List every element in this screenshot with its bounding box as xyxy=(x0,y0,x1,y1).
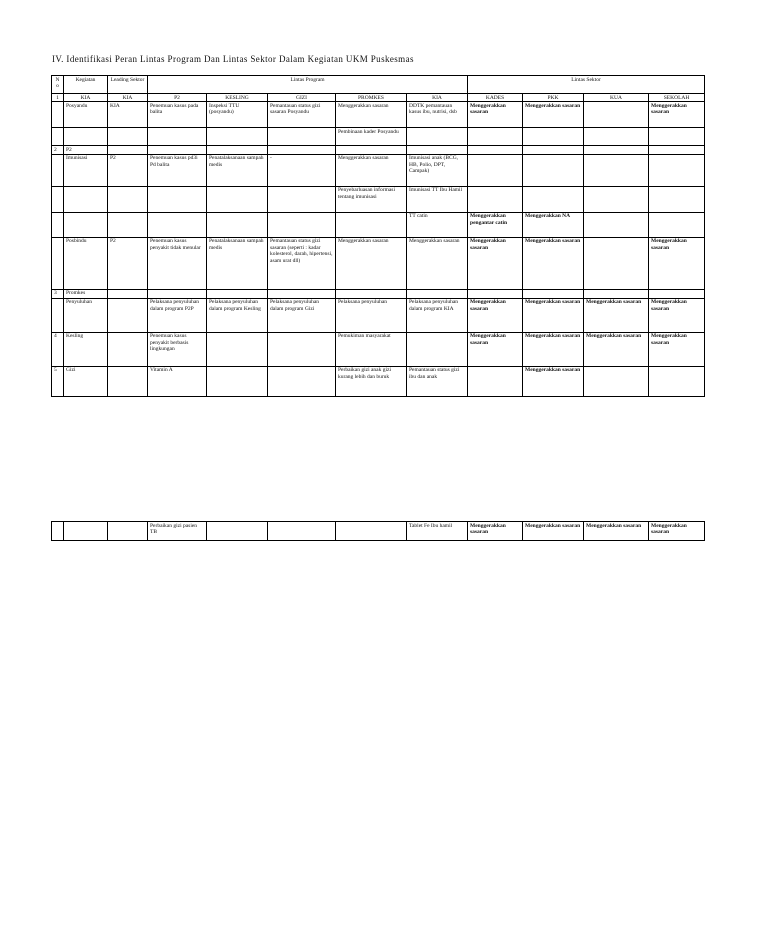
table-cell xyxy=(207,128,268,146)
table-cell xyxy=(468,289,523,298)
table-cell xyxy=(407,332,468,366)
table-cell xyxy=(268,366,336,396)
table-cell: KIA xyxy=(108,102,148,128)
table-cell xyxy=(584,186,649,212)
subheader-cell: KIA xyxy=(407,94,468,102)
table-cell: Posyandu xyxy=(64,102,108,128)
table-cell xyxy=(148,289,207,298)
table-cell: Promkes xyxy=(64,289,108,298)
table-cell: Pemukiman masyarakat xyxy=(336,332,407,366)
table-cell xyxy=(268,146,336,154)
table-cell: Perbaikan gizi anak gizi kurang lebih dan buruk xyxy=(336,366,407,396)
table-cell: Menggerakkan sasaran xyxy=(336,237,407,289)
table-cell: Menggerakkan sasaran xyxy=(649,332,705,366)
table-cell: Menggerakkan sasaran xyxy=(468,237,523,289)
table-cell: Menggerakkan sasaran xyxy=(407,237,468,289)
table-cell: Menggerakkan NA xyxy=(523,212,584,237)
table-cell xyxy=(207,146,268,154)
table-cell: Menggerakkan sasaran xyxy=(523,298,584,332)
table-cell: Menggerakkan sasaran xyxy=(523,522,584,541)
table-cell xyxy=(584,154,649,186)
subheader-cell: PKK xyxy=(523,94,584,102)
table-cell: Inspeksi TTU (posyandu) xyxy=(207,102,268,128)
subheader-cell: PROMKES xyxy=(336,94,407,102)
lintas-program-sektor-table xyxy=(51,75,705,397)
table-cell: - xyxy=(268,154,336,186)
table-cell xyxy=(468,128,523,146)
subheader-cell: KESLING xyxy=(207,94,268,102)
table-cell xyxy=(336,289,407,298)
table-cell xyxy=(468,154,523,186)
subheader-cell: P2 xyxy=(148,94,207,102)
table-cell: Pelaksana penyuluhan dalam program Kesling xyxy=(207,298,268,332)
table-cell xyxy=(148,146,207,154)
table-cell: Menggerakkan sasaran xyxy=(584,522,649,541)
table-row xyxy=(52,186,705,212)
header-lintas-program: Lintas Program xyxy=(148,76,468,94)
table-row xyxy=(52,298,705,332)
header-leading-sektor: Leading Sektor xyxy=(108,76,148,94)
table-cell xyxy=(52,186,64,212)
table-row xyxy=(52,146,705,154)
table-cell: Menggerakkan sasaran xyxy=(336,154,407,186)
table-cell xyxy=(64,186,108,212)
table-cell: 5 xyxy=(52,366,64,396)
table-cell: Posbindu xyxy=(64,237,108,289)
table-cell: Menggerakkan sasaran xyxy=(649,237,705,289)
table-cell: Menggerakkan sasaran xyxy=(468,332,523,366)
table-cell: TT catin xyxy=(407,212,468,237)
table-cell: Vitamin A xyxy=(148,366,207,396)
table-cell xyxy=(649,186,705,212)
header-row xyxy=(52,76,705,94)
table-cell xyxy=(523,186,584,212)
table-cell xyxy=(649,366,705,396)
table-row xyxy=(52,102,705,128)
table-cell xyxy=(649,212,705,237)
table-cell: 3 xyxy=(52,289,64,298)
table-row xyxy=(52,237,705,289)
table-row xyxy=(52,366,705,396)
table-cell xyxy=(52,154,64,186)
subheader-cell: KIA xyxy=(108,94,148,102)
header-kegiatan: Kegiatan xyxy=(64,76,108,94)
table-cell xyxy=(52,128,64,146)
table-cell: Menggerakkan sasaran xyxy=(649,298,705,332)
table-cell xyxy=(649,289,705,298)
table-cell xyxy=(584,128,649,146)
table-cell xyxy=(649,154,705,186)
table-cell: Pelaksana penyuluhan dalam program Gizi xyxy=(268,298,336,332)
table-cell: Penatalaksanaan sampah medis xyxy=(207,154,268,186)
table-cell: 2 xyxy=(52,146,64,154)
table-cell xyxy=(336,146,407,154)
table-cell xyxy=(584,366,649,396)
table-cell xyxy=(268,332,336,366)
table-row xyxy=(52,154,705,186)
table-cell xyxy=(64,128,108,146)
subheader-cell: SEKOLAH xyxy=(649,94,705,102)
table-cell: Pelaksana penyuluhan dalam program P2P xyxy=(148,298,207,332)
lintas-program-sektor-table-continued xyxy=(51,521,705,541)
table-cell xyxy=(207,186,268,212)
table-cell: Pemantauan status gizi ibu dan anak xyxy=(407,366,468,396)
table-cell xyxy=(268,128,336,146)
table-cell xyxy=(207,522,268,541)
table-cell: 4 xyxy=(52,332,64,366)
table-cell: Kesling xyxy=(64,332,108,366)
table-cell: Menggerakkan sasaran xyxy=(523,237,584,289)
table-cell xyxy=(336,212,407,237)
table-cell: Menggerakkan sasaran xyxy=(468,522,523,541)
table-cell: Penemuan kasus penyakit berbasis lingkungan xyxy=(148,332,207,366)
table-cell: Imunisasi TT Ibu Hamil xyxy=(407,186,468,212)
table-row xyxy=(52,289,705,298)
table-cell xyxy=(108,366,148,396)
table-cell xyxy=(108,186,148,212)
table-row xyxy=(52,128,705,146)
table-row xyxy=(52,212,705,237)
table-cell: Pembinaan kader Posyandu xyxy=(336,128,407,146)
table-cell xyxy=(52,102,64,128)
table-cell: Penemuan kasus penyakit tidak menular xyxy=(148,237,207,289)
table-cell xyxy=(649,128,705,146)
table-cell xyxy=(523,154,584,186)
table-cell: Menggerakkan sasaran xyxy=(523,332,584,366)
table-row xyxy=(52,332,705,366)
table-cell: Menggerakkan sasaran xyxy=(649,522,705,541)
table-cell xyxy=(64,212,108,237)
table-cell xyxy=(584,212,649,237)
table-cell xyxy=(52,237,64,289)
table-cell xyxy=(268,186,336,212)
table-cell xyxy=(52,212,64,237)
table-cell: Menggerakkan sasaran xyxy=(523,102,584,128)
subheader-cell: KADES xyxy=(468,94,523,102)
subheader-cell: 1 xyxy=(52,94,64,102)
table-cell: DDTK pemantauan kasus ibu, nutrisi, dsb xyxy=(407,102,468,128)
table-cell xyxy=(584,289,649,298)
table-cell xyxy=(268,212,336,237)
table-cell xyxy=(523,289,584,298)
header-lintas-sektor: Lintas Sektor xyxy=(468,76,705,94)
subheader-cell: KUA xyxy=(584,94,649,102)
table-cell xyxy=(407,128,468,146)
table-cell xyxy=(148,186,207,212)
table-row xyxy=(52,522,705,541)
table-cell: Imunisasi xyxy=(64,154,108,186)
table-cell: Menggerakkan sasaran xyxy=(468,102,523,128)
table-cell: Pelaksana penyuluhan dalam program KIA xyxy=(407,298,468,332)
subheader-row xyxy=(52,94,705,102)
header-no: N o xyxy=(52,76,64,94)
table-cell: P2 xyxy=(108,154,148,186)
table-cell xyxy=(207,212,268,237)
table-cell: Pemantauan status gizi sasaran Posyandu xyxy=(268,102,336,128)
table-cell: Gizi xyxy=(64,366,108,396)
table-cell: Pelaksana penyuluhan xyxy=(336,298,407,332)
table-cell xyxy=(407,146,468,154)
subheader-cell: KIA xyxy=(64,94,108,102)
table-cell xyxy=(64,522,108,541)
table-cell xyxy=(584,102,649,128)
table-cell: Imunisasi anak (BCG, HB, Polio, DPT, Campak) xyxy=(407,154,468,186)
section-title: IV. Identifikasi Peran Lintas Program Dan Lintas Sektor Dalam Kegiatan UKM Puskesmas xyxy=(52,54,414,64)
table-cell xyxy=(468,186,523,212)
table-cell xyxy=(108,212,148,237)
table-cell xyxy=(468,146,523,154)
table-cell: Penyuluhan xyxy=(64,298,108,332)
table-cell: Menggerakkan sasaran xyxy=(468,298,523,332)
table-cell: Menggerakkan sasaran xyxy=(649,102,705,128)
table-cell xyxy=(523,146,584,154)
table-cell xyxy=(108,128,148,146)
table-cell xyxy=(52,522,64,541)
table-cell: Tablet Fe Ibu hamil xyxy=(407,522,468,541)
table-cell xyxy=(468,366,523,396)
table-cell xyxy=(108,522,148,541)
table-cell xyxy=(207,366,268,396)
table-cell xyxy=(649,146,705,154)
table-cell: Penemuan kasus pada balita xyxy=(148,102,207,128)
table-cell xyxy=(108,289,148,298)
table-cell: Menggerakkan sasaran xyxy=(584,298,649,332)
table-cell xyxy=(407,289,468,298)
table-cell: Perbaikan gizi pasien TB xyxy=(148,522,207,541)
table-cell: Menggerakkan sasaran xyxy=(523,366,584,396)
table-cell xyxy=(207,332,268,366)
table-cell xyxy=(148,128,207,146)
table-cell: Penyebarluasan informasi tentang imunisasi xyxy=(336,186,407,212)
table-cell: Penatalaksanaan sampah medis xyxy=(207,237,268,289)
table-cell: Menggerakkan sasaran xyxy=(336,102,407,128)
subheader-cell: GIZI xyxy=(268,94,336,102)
table-cell xyxy=(52,298,64,332)
table-cell xyxy=(584,146,649,154)
table-cell xyxy=(584,237,649,289)
table-cell: P2 xyxy=(64,146,108,154)
table-cell: P2 xyxy=(108,237,148,289)
table-cell xyxy=(148,212,207,237)
table-cell xyxy=(207,289,268,298)
table-cell: Menggerakkan sasaran xyxy=(584,332,649,366)
table-cell xyxy=(108,332,148,366)
table-cell xyxy=(268,289,336,298)
table-cell xyxy=(268,522,336,541)
table-cell: Pemantauan status gizi sasaran (seperti : kadar kolesterol, darah, hipertensi, asam urat dll) xyxy=(268,237,336,289)
table-cell xyxy=(108,298,148,332)
table-cell xyxy=(108,146,148,154)
table-cell: Menggerakkan pengantar catin xyxy=(468,212,523,237)
table-cell: Penemuan kasus pd3i Pd balita xyxy=(148,154,207,186)
table-cell xyxy=(523,128,584,146)
table-cell xyxy=(336,522,407,541)
